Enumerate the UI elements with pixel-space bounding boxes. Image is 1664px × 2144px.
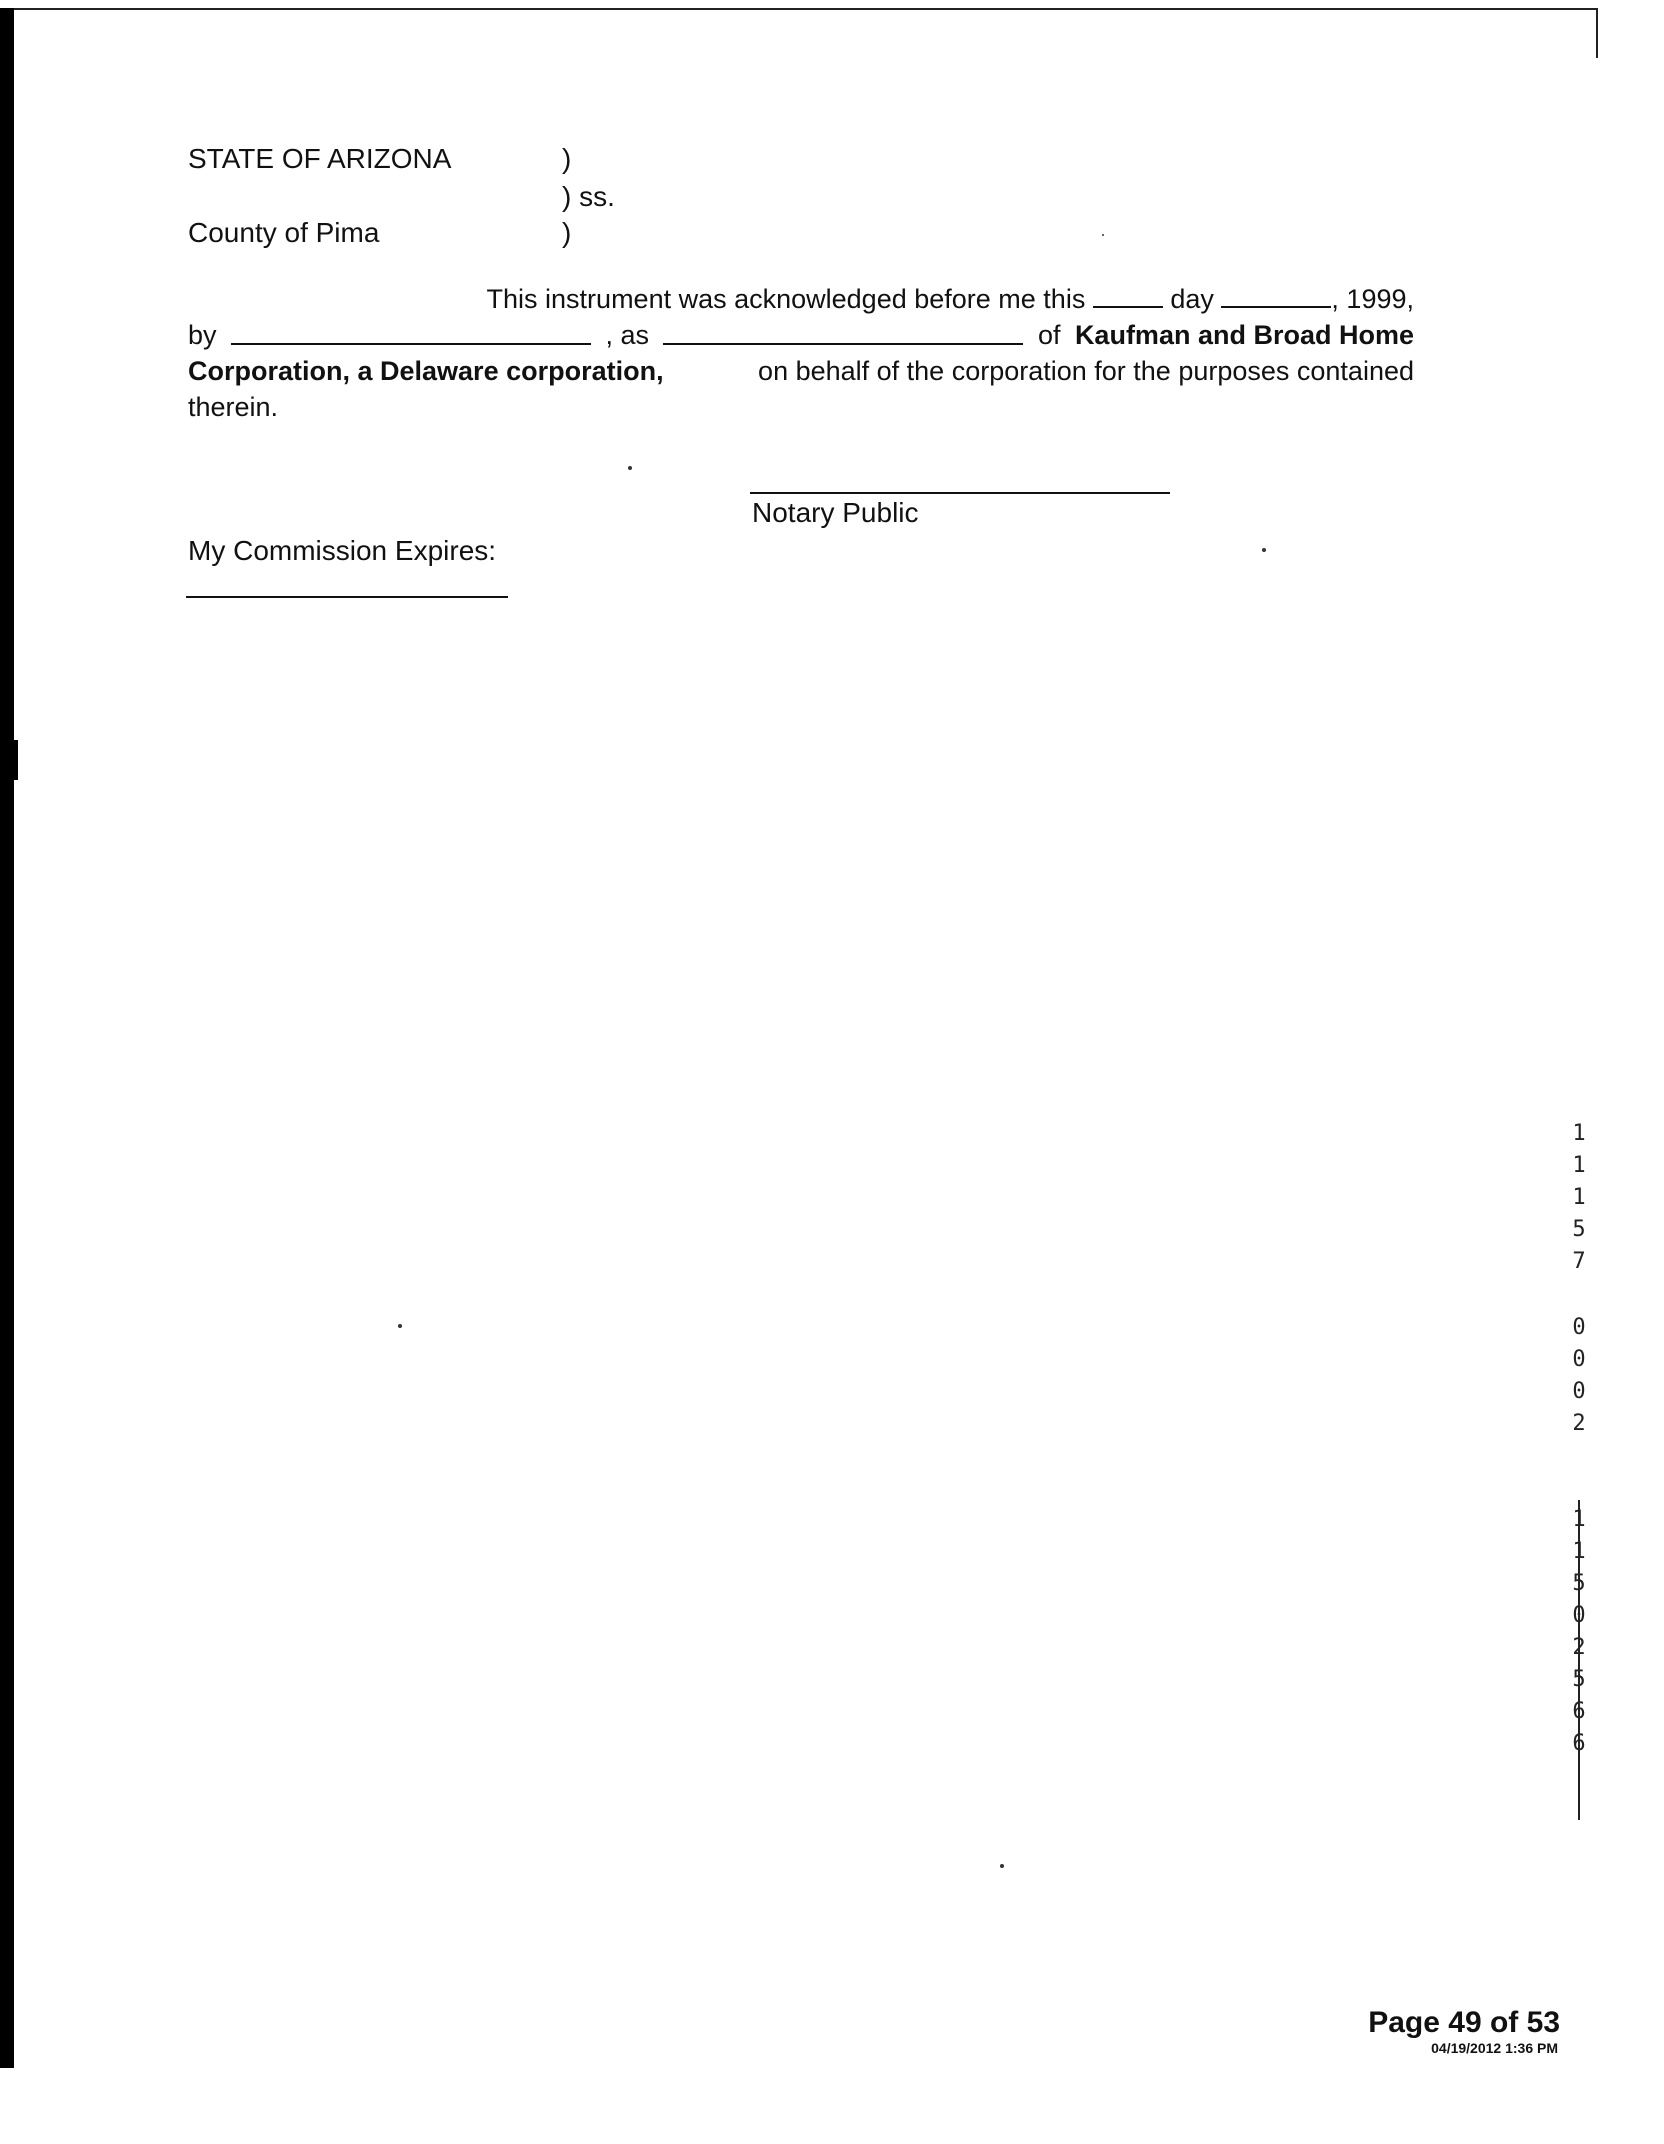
stamp-digit: 5	[1572, 1571, 1586, 1596]
venue-state: STATE OF ARIZONA	[188, 143, 452, 174]
stamp-digit: 5	[1572, 1217, 1586, 1242]
ack-day-text: day	[1170, 284, 1214, 314]
commission-expires-label: My Commission Expires:	[188, 535, 497, 566]
stamp-digit: 0	[1572, 1347, 1586, 1372]
stamp-digit: 1	[1572, 1539, 1586, 1564]
signer-name-blank[interactable]	[231, 317, 591, 345]
commission-expires-line[interactable]	[186, 596, 508, 598]
ack-line-1	[188, 280, 1414, 317]
day-blank[interactable]	[1093, 280, 1163, 308]
ack-as-text: , as	[605, 320, 649, 350]
stamp-digit: 0	[1572, 1379, 1586, 1404]
ack-purpose-text: on behalf of the corporation for the purposes contained	[758, 356, 1414, 386]
ack-line-2	[188, 317, 1414, 353]
scan-speck	[398, 1324, 402, 1328]
scan-speck	[1102, 234, 1104, 236]
ack-line-4: therein.	[188, 392, 279, 422]
venue-county: County of Pima	[188, 217, 380, 248]
scan-speck	[628, 466, 632, 470]
venue-ss: ) ss.	[562, 181, 615, 212]
ack-intro-text: This instrument was acknowledged before me this	[486, 284, 1086, 314]
ack-by-text: by	[188, 320, 217, 350]
stamp-digit: 1	[1572, 1153, 1586, 1178]
stamp-digit: 5	[1572, 1667, 1586, 1692]
scan-speck	[1262, 548, 1266, 552]
top-border-rule	[0, 8, 1598, 10]
stamp-digit: 2	[1572, 1635, 1586, 1660]
stamp-digit: 7	[1572, 1249, 1586, 1274]
scan-speck	[1000, 1864, 1004, 1868]
stamp-digit: 1	[1572, 1185, 1586, 1210]
page-number: Page 49 of 53	[1368, 2006, 1560, 2039]
recording-stamp-group-c	[1566, 1504, 1592, 1760]
right-border-rule	[1596, 8, 1598, 58]
stamp-digit: 2	[1572, 1411, 1586, 1436]
ack-of-text: of	[1037, 320, 1061, 350]
print-timestamp: 04/19/2012 1:36 PM	[1431, 2040, 1558, 2056]
company-name-part1: Kaufman and Broad Home	[1074, 320, 1414, 350]
notary-public-label: Notary Public	[752, 497, 919, 528]
recording-stamp-group-a	[1566, 1118, 1592, 1278]
recording-stamp-group-b	[1566, 1312, 1592, 1440]
stamp-digit: 0	[1572, 1315, 1586, 1340]
acknowledgment-paragraph	[188, 280, 1414, 425]
venue-paren-top: )	[562, 143, 572, 174]
notary-signature-line[interactable]	[750, 492, 1170, 494]
stamp-digit: 0	[1572, 1603, 1586, 1628]
stamp-digit: 6	[1572, 1699, 1586, 1724]
ack-year-text: , 1999,	[1331, 284, 1414, 314]
company-name-part2: Corporation, a Delaware corporation,	[188, 356, 664, 386]
scan-edge-notch	[14, 740, 18, 780]
scan-edge-bar	[0, 8, 14, 2068]
signer-title-blank[interactable]	[663, 317, 1023, 345]
stamp-digit: 1	[1572, 1121, 1586, 1146]
month-blank[interactable]	[1221, 280, 1331, 308]
stamp-digit: 1	[1572, 1507, 1586, 1532]
stamp-digit: 6	[1572, 1731, 1586, 1756]
ack-line-3	[188, 353, 1414, 389]
venue-paren-bottom: )	[562, 217, 572, 248]
